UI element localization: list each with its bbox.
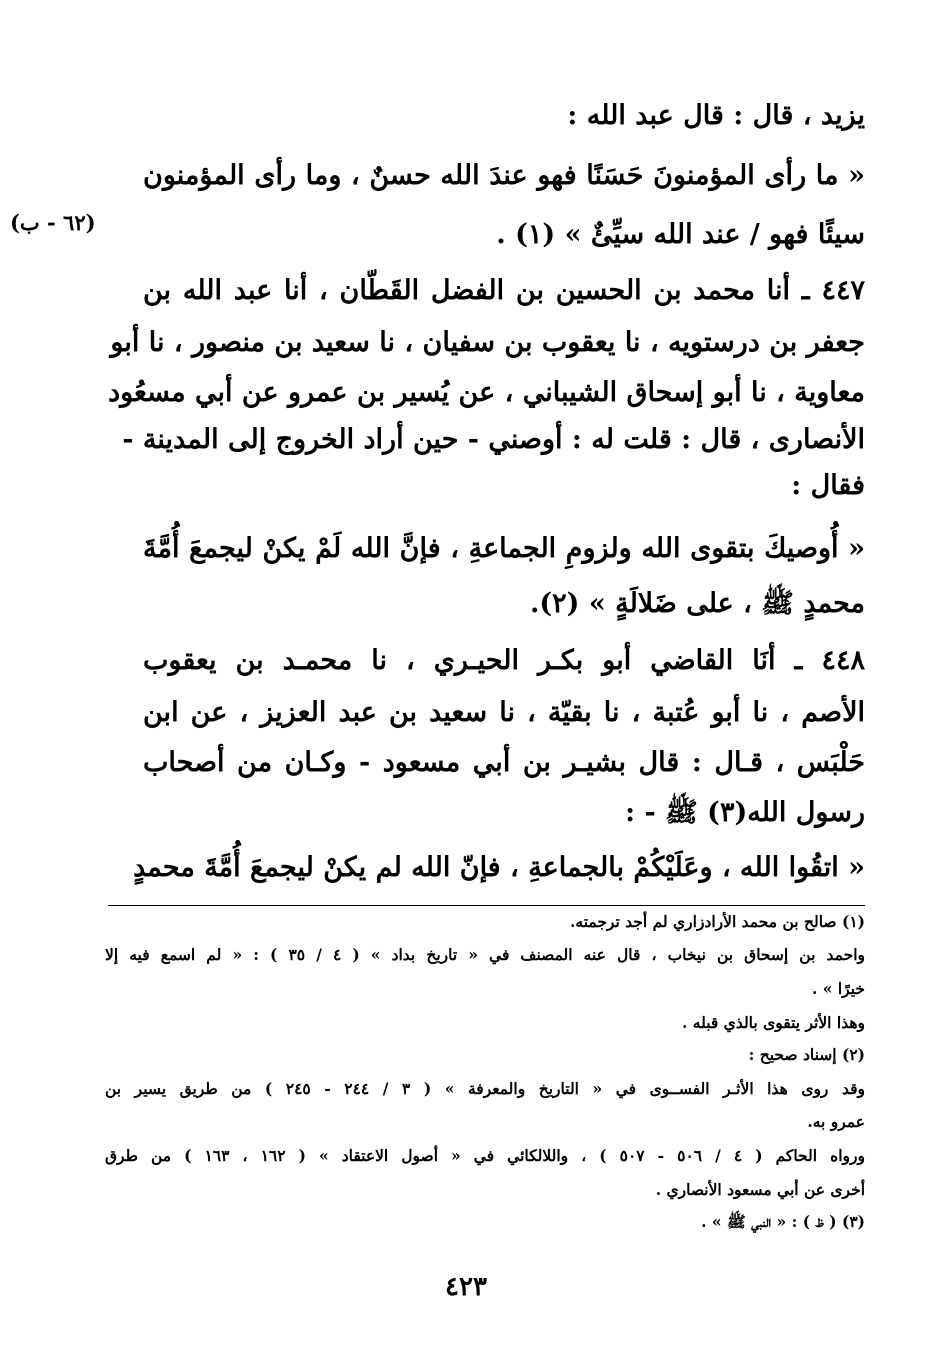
- body-line-14: رسول الله(٣) ﷺ - :: [625, 797, 865, 828]
- body-line-12: الأصم ، نا أبو عُتبة ، نا بقيّة ، نا سعيد بن عبد العزيز ، عن ابن: [143, 697, 865, 728]
- body-line-1: يزيد ، قال : قال عبد الله :: [567, 100, 865, 131]
- body-line-6: معاوية ، نا أبو إسحاق الشيباني ، عن يُسير بن عمرو عن أبي مسعُود: [108, 377, 865, 408]
- body-line-13: حَلْبَس ، قـال : قال بشيـر بن أبي مسعود - وكـان من أصحاب: [143, 747, 865, 778]
- margin-folio-note: (٦٢ - ب): [10, 210, 96, 235]
- body-line-4: ٤٤٧ ـ أنا محمد بن الحسين بن الفضل القَطّان ، أنا عبد الله بن: [143, 275, 865, 306]
- footnote-line-9: أخرى عن أبي مسعود الأنصاري .: [655, 1180, 865, 1199]
- footnote-line-2: واحمد بن إسحاق بن نيخاب ، قال عنه المصنف في « تاريخ بداد » ( ٤ / ٣٥ ) : « لم اسمع فيه إلا: [105, 945, 865, 964]
- footnote-line-5: (٢) إسناد صحيح :: [748, 1045, 865, 1064]
- footnote-line-4: وهذا الأثر يتقوى بالذي قبله .: [681, 1013, 865, 1032]
- body-line-11: ٤٤٨ ـ أنَا القاضي أبو بكـر الحيـري ، نا محمـد بن يعقوب: [143, 645, 865, 676]
- footnote-line-7: عمرو به.: [807, 1112, 865, 1131]
- page-number: ٤٢٣: [445, 1272, 487, 1302]
- body-line-10: محمدٍ ﷺ ، على ضَلالَةٍ » (٢).: [529, 588, 865, 619]
- footnote-line-8: ورواه الحاكم ( ٤ / ٥٠٦ - ٥٠٧ ) ، واللالكائي في « أصول الاعتقاد » ( ١٦٢ ، ١٦٣ ) من طرق: [105, 1146, 865, 1165]
- body-line-9: « أُوصيكَ بتقوى الله ولزومِ الجماعةِ ، فإنَّ الله لَمْ يكنْ ليجمعَ أُمَّةَ: [143, 533, 865, 564]
- body-line-8: فقال :: [791, 470, 865, 501]
- footnote-line-3: خيرًا » .: [812, 979, 865, 998]
- body-line-15: « اتقُوا الله ، وعَلَيْكُمْ بالجماعةِ ، فإنّ الله لم يكنْ ليجمعَ أُمَّةَ محمدٍ: [133, 852, 865, 883]
- body-line-5: جعفر بن درستويه ، نا يعقوب بن سفيان ، نا سعيد بن منصور ، نا أبو: [110, 327, 865, 358]
- body-line-7: الأنصارى ، قال : قلت له : أوصني - حين أراد الخروج إلى المدينة -: [122, 424, 865, 455]
- footnote-line-6: وقد روى هذا الأثـر الفســوى في « التاريخ والمعرفة » ( ٣ / ٢٤٤ - ٢٤٥ ) من طريق يسير بن: [105, 1079, 865, 1098]
- body-line-3: سيئًا فهو / عند الله سيِّئٌ » (١) .: [496, 219, 865, 250]
- footnote-line-1: (١) صالح بن محمد الأرادزاري لم أجد ترجمته.: [569, 912, 865, 931]
- body-line-2: « ما رأى المؤمنونَ حَسَنًا فهو عندَ الله حسنٌ ، وما رأى المؤمنون: [143, 160, 865, 191]
- footnote-separator: [108, 905, 865, 906]
- footnote-line-10: (٣) ( ظ ) : « النبي ﷺ » .: [701, 1212, 865, 1231]
